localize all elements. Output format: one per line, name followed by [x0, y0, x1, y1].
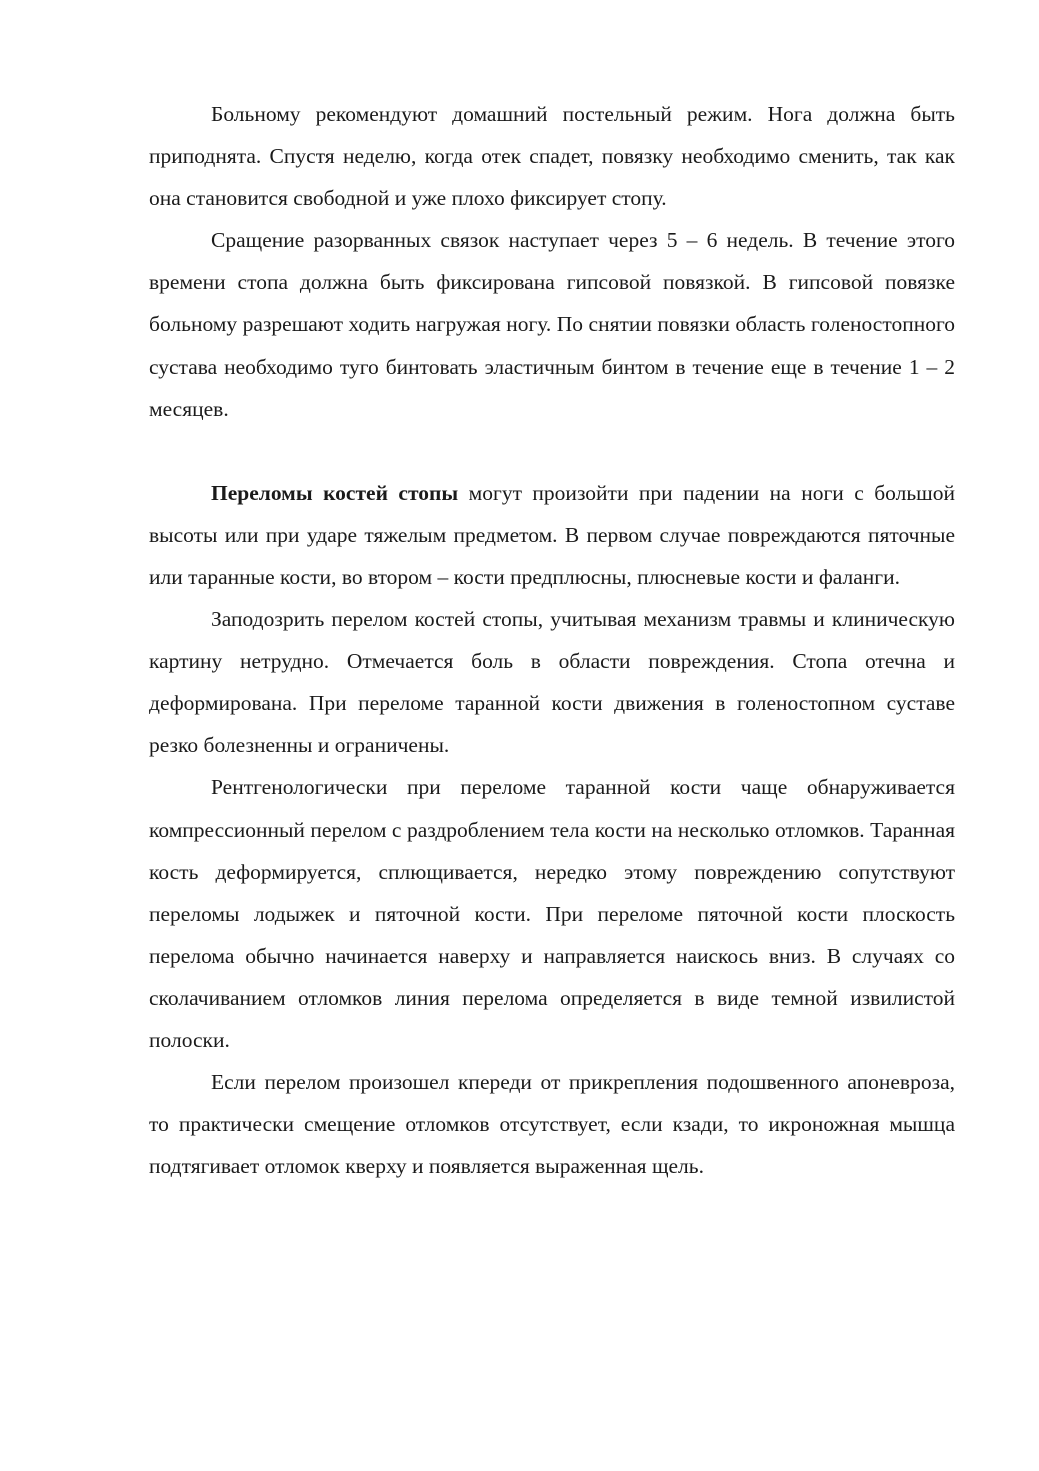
paragraph-text: Сращение разорванных связок наступает через 5 – 6 недель. В течение этого времени стопа должна быть фиксирована гипсовой повязкой. В гипсовой повязке больному разрешают ходить нагружая ногу. По снятии повязки область голеностопного сустава необходимо туго бинтовать эластичным бинтом в течение еще в течение 1 – 2 месяцев.: [149, 228, 955, 421]
paragraph-bed-rest: [149, 93, 955, 219]
paragraph-radiology: [149, 766, 955, 1061]
paragraph-text: Рентгенологически при переломе таранной кости чаще обнаруживается компрессионный перелом с раздроблением тела кости на несколько отломков. Таранная кость деформируется, сплющивается, нередко этому повреждению сопутствуют переломы лодыжек и пяточной кости. При переломе пяточной кости плоскость перелома обычно начинается наверху и направляется наискось вниз. В случаях со сколачиванием отломков линия перелома определяется в виде темной извилистой полоски.: [149, 775, 955, 1052]
paragraph-text: Больному рекомендуют домашний постельный режим. Нога должна быть приподнята. Спустя неделю, когда отек спадет, повязку необходимо сменить, так как она становится свободной и уже плохо фиксирует стопу.: [149, 102, 955, 211]
paragraph-displacement: [149, 1061, 955, 1187]
paragraph-diagnosis: [149, 598, 955, 766]
paragraph-text: могут произойти при падении на ноги с большой высоты или при ударе тяжелым предметом. В первом случае повреждаются пяточные или таранные кости, во втором – кости предплюсны, плюсневые кости и фаланги.: [149, 480, 955, 589]
section-heading: Переломы костей стопы: [211, 480, 459, 505]
paragraph-text: Заподозрить перелом костей стопы, учитывая механизм травмы и клиническую картину нетрудно. Отмечается боль в области повреждения. Стопа отечна и деформирована. При переломе таранной кости движения в голеностопном суставе резко болезненны и ограничены.: [149, 607, 955, 758]
paragraph-text: Если перелом произошел кпереди от прикрепления подошвенного апоневроза, то практически смещение отломков отсутствует, если кзади, то икроножная мышца подтягивает отломок кверху и появляется выраженная щель.: [149, 1070, 955, 1179]
paragraph-foot-fractures: [149, 472, 955, 598]
paragraph-ligament-healing: [149, 219, 955, 429]
document-body: [149, 93, 955, 1187]
